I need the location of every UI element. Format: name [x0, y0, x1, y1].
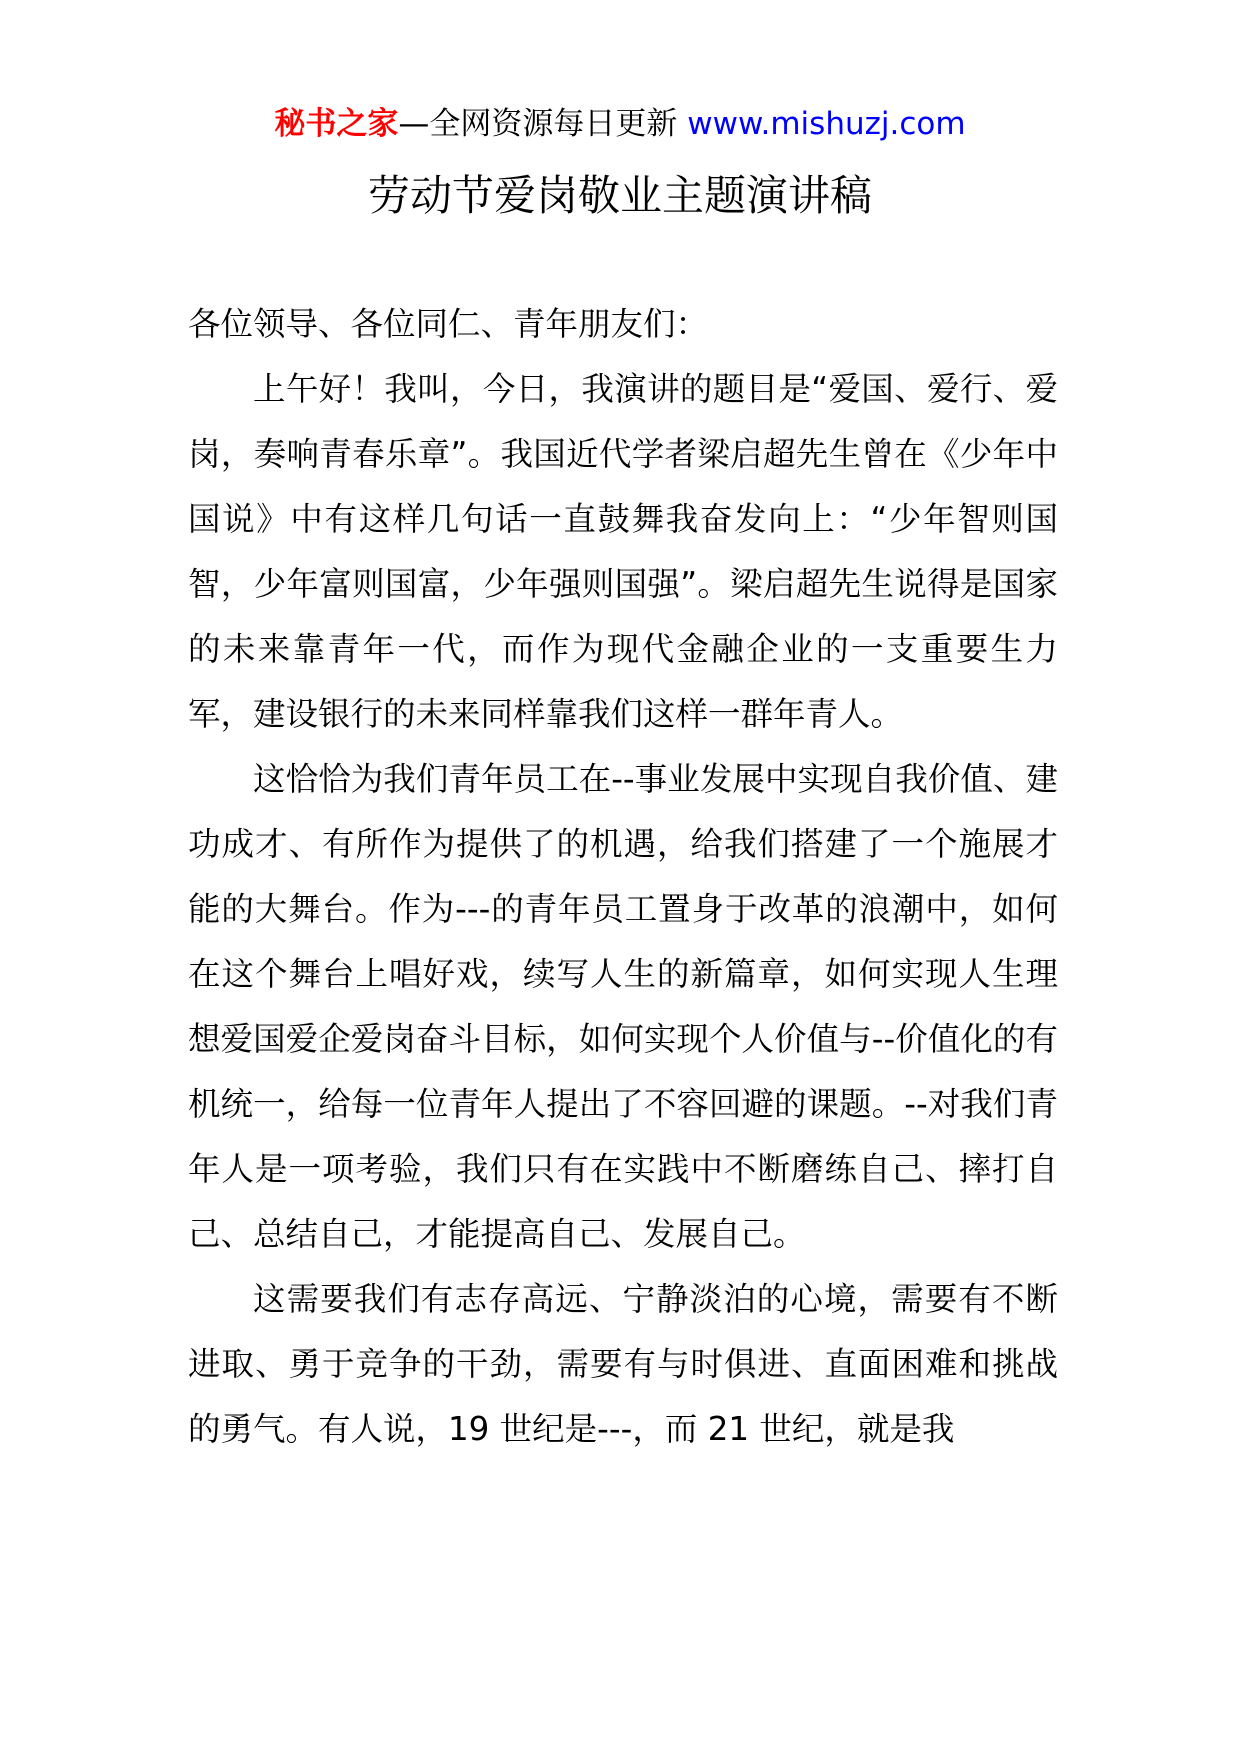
document-body: [188, 292, 1058, 1462]
paragraph-2: 这恰恰为我们青年员工在--事业发展中实现自我价值、建功成才、有所作为提供了的机遇，给我们搭建了一个施展才能的大舞台。作为---的青年员工置身于改革的浪潮中，如何在这个舞台上唱好戏，续写人生的新篇章，如何实现人生理想爱国爱企爱岗奋斗目标，如何实现个人价值与--价值化的有机统一，给每一位青年人提出了不容回避的课题。--对我们青年人是一项考验，我们只有在实践中不断磨练自己、摔打自己、总结自己，才能提高自己、发展自己。: [188, 760, 1058, 1253]
site-brand: 秘书之家: [274, 106, 399, 142]
document-title: 劳动节爱岗敬业主题演讲稿: [367, 171, 872, 220]
paragraph-3: 这需要我们有志存高远、宁静淡泊的心境，需要有不断进取、勇于竞争的干劲，需要有与时俱进、直面困难和挑战的勇气。有人说，19 世纪是---，而 21 世纪，就是我: [188, 1280, 1058, 1448]
site-link[interactable]: www.mishuzj.com: [687, 106, 966, 142]
site-header: [0, 102, 1240, 146]
greeting-line: 各位领导、各位同仁、青年朋友们：: [188, 305, 709, 343]
paragraph-1: 上午好！我叫，今日，我演讲的题目是“爱国、爱行、爱岗，奏响青春乐章”。我国近代学者梁启超先生曾在《少年中国说》中有这样几句话一直鼓舞我奋发向上：“少年智则国智，少年富则国富，少年强则国强”。梁启超先生说得是国家的未来靠青年一代，而作为现代金融企业的一支重要生力军，建设银行的未来同样靠我们这样一群年青人。: [188, 370, 1058, 733]
site-tagline: —全网资源每日更新: [398, 106, 688, 142]
